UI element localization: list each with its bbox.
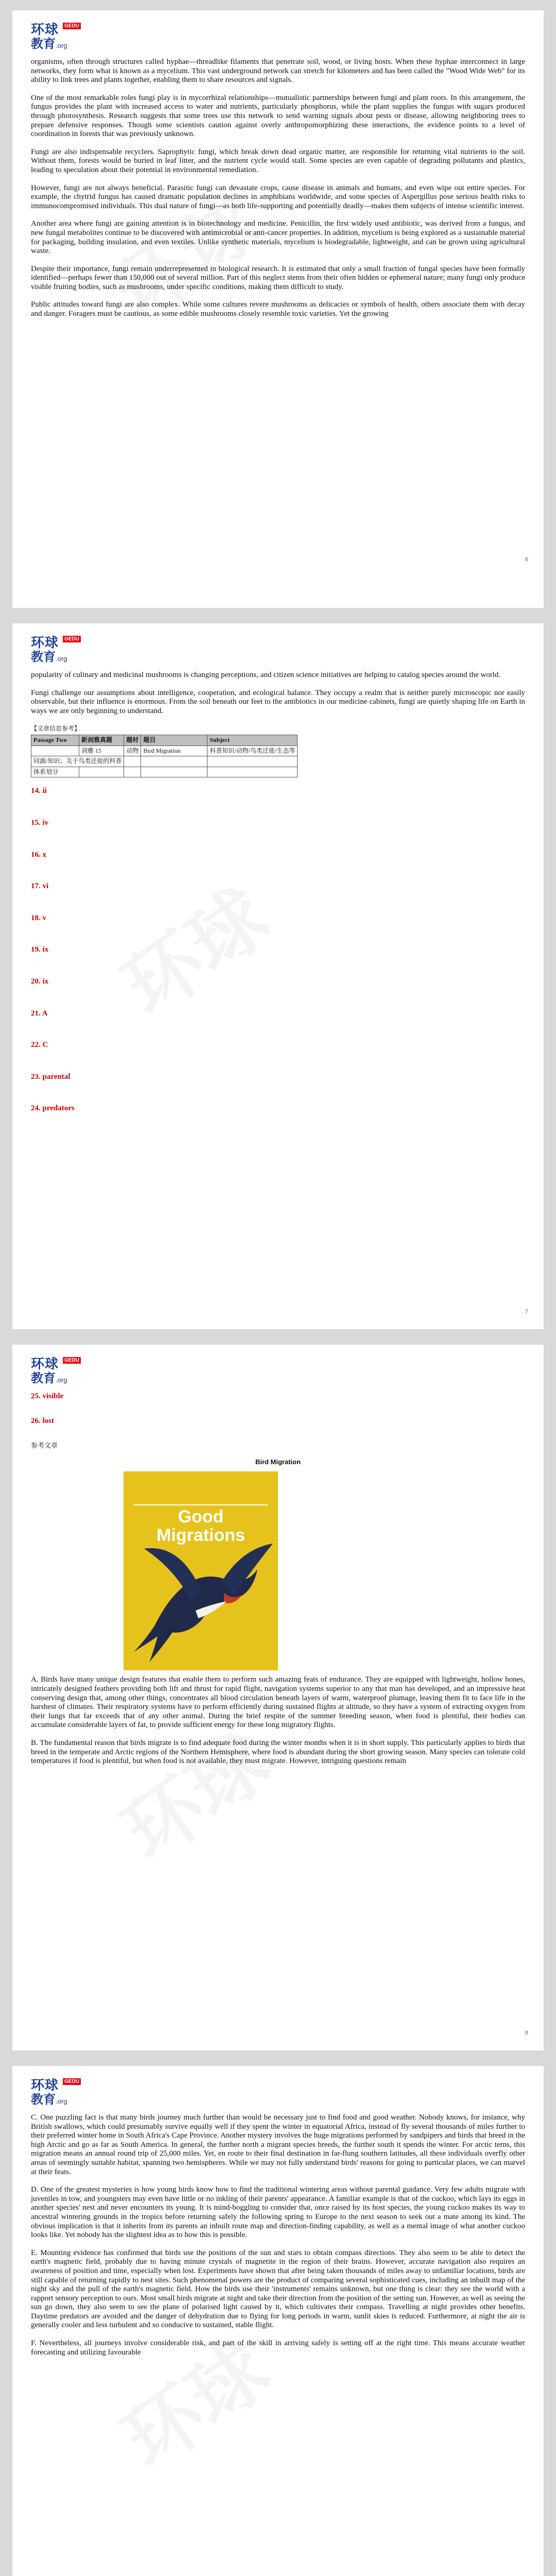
answer-item: 23. parental: [31, 1072, 71, 1081]
paragraph: B. The fundamental reason that birds migrate is to find adequate food during the winter months when it is in short supply. This particularly applies to birds that breed in the temperate and Arctic regions of the Northern Hemisphere, where food is abundant during the short growing season. Many species can tolerate cold temperatures if food is plentiful, but when food is not available, they must migrate. However, intriguing questions remain: [31, 1738, 525, 1766]
swallow-illustration: [124, 1471, 278, 1670]
passage-text: [31, 671, 525, 1136]
paragraph: popularity of culinary and medicinal mushrooms is changing perceptions, and citizen science initiatives are helping to catalog species around the world.: [31, 671, 501, 679]
answer-item: 14. ii: [31, 787, 47, 795]
paragraph: Fungi challenge our assumptions about intelligence, cooperation, and ecological balance. They occupy a realm that is neither purely microscopic nor easily observable, but their influence is enormous. From the soil beneath our feet to the antibiotics in our medicine cabinets, fungi are quietly shaping life on Earth in ways we are only beginning to understand.: [31, 688, 525, 715]
answer-item: 19. ix: [31, 945, 49, 954]
answer-item: 15. iv: [31, 818, 49, 827]
page-number: 8: [525, 2030, 528, 2036]
paragraph: E. Mounting evidence has confirmed that birds use the positions of the sun and stars to obtain compass directions. They also seem to be able to detect the earth's magnetic field, probably due to having minute crystals of magnetite in the region of their brains. However, accurate navigation also requires an awareness of position and time, especially when lost. Experiments have shown that after being taken thousands of miles away to unfamiliar locations, birds are still capable of returning rapidly to nest sites. Such phenomenal powers are the product of comparing several sophisticated cues, including an inbuilt map of the night sky and the pull of the earth's magnetic field. How the birds use their 'instruments' remains unknown, but one thing is clear: they see the world with a rapport sensory perception to ours. Most small birds migrate at night and take their direction from the position of the setting sun. However, as well as seeing the sun go down, they also seem to see the plane of polarised light caused by it, which cultivates their compass. Travelling at night provides other benefits. Daytime predators are avoided and the danger of dehydration due to flying for long periods in warm, sunlit skies is reduced. Furthermore, at night the air is generally cooler and less turbulent and so conducive to sustained, stable flight.: [31, 2248, 526, 2330]
answer-item: 17. vi: [31, 882, 49, 891]
page-2: [12, 623, 544, 1329]
info-table: Passage Two 新剑雅真题 题材 题目 Subject 剑雅 15 动物 Bird Migration 科普知识/动物/鸟类迁徙/生态等 同源/知识；关于鸟类迁徙的科普 体系划分: [31, 735, 298, 777]
bird-migration-cover-image: Good Migrations: [124, 1471, 278, 1670]
answer-item: 26. lost: [31, 1416, 54, 1425]
reference-label: 参考文章: [31, 1442, 58, 1450]
paragraph: Fungi are also indispensable recyclers. Saprophytic fungi, which break down dead organic matter, are responsible for returning vital nutrients to the soil. Without them, forests would be buried in leaf litter, and the nutrient cycle would stall. Some species are even capable of degrading pollutants and plastics, leading to speculation about their potential in environmental remediation.: [31, 147, 525, 174]
paragraph: organisms, often through structures called hyphae—threadlike filaments that penetrate soil, wood, or living hosts. When these hyphae interconnect in large networks, they form what is known as a mycelium. This vast underground network can stretch for kilometers and has been called the "Wood Wide Web" for its ability to link trees and plants together, enabling them to share resources and signals.: [31, 58, 525, 84]
paragraph: Public attitudes toward fungi are also complex. While some cultures revere mushrooms as delicacies or symbols of health, others associate them with decay and danger. Foragers must be cautious, as some edible mushrooms closely resemble toxic varieties. Yet the growing: [31, 300, 525, 318]
answer-item: 16. x: [31, 850, 46, 859]
figure-caption: Bird Migration: [255, 1458, 301, 1466]
answer-item: 22. C: [31, 1041, 48, 1049]
answer-item: 25. visible: [31, 1392, 64, 1400]
paragraph: One of the most remarkable roles fungi play is in mycorrhizal relationships—mutualistic partnerships between fungi and plant roots. In this arrangement, the fungus provides the plant with increased access to water and nutrients, particularly phosphorus, while the plant supplies the fungus with sugars produced through photosynthesis. Research suggests that some trees use this network to send warning signals about pests or disease, allowing neighboring trees to prepare defensive responses. Though some scientists caution against overly anthropomorphizing these interactions, the evidence points to a level of coordination in forests that was previously unknown.: [31, 93, 525, 139]
page-number: 6: [525, 556, 528, 563]
logo: 环球 GEDU 教育.org: [31, 23, 80, 52]
answer-item: 24. predators: [31, 1104, 75, 1113]
paragraph: F. Nevertheless, all journeys involve considerable risk, and part of the skill in arriving safely is setting off at the right time. This means accurate weather forecasting and utilizing favourable: [31, 2339, 525, 2357]
answer-item: 20. ix: [31, 977, 49, 986]
paragraph: Another area where fungi are gaining attention is in biotechnology and medicine. Penicillin, the first widely used antibiotic, was derived from a fungus, and new fungal metabolites continue to be discovered with antimicrobial or anti-cancer properties. In addition, mycelium is being explored as a sustainable material for packaging, building insulation, and even textiles. Unlike synthetic materials, mycelium is biodegradable, lightweight, and can be grown using agricultural waste.: [31, 219, 525, 256]
paragraph: Despite their importance, fungi remain underrepresented in biological research. It is estimated that only a small fraction of fungal species have been formally identified—perhaps fewer than 150,000 out of several million. Part of this neglect stems from their often hidden or ephemeral nature; many fungi only produce visible fruiting bodies, such as mushrooms, under specific conditions, making them difficult to study.: [31, 264, 525, 291]
paragraph: A. Birds have many unique design features that enable them to perform such amazing feats of endurance. They are equipped with lightweight, hollow bones, intricately designed feathers providing both lift and thrust for rapid flight, navigation systems superior to any that man has developed, and an impressive heat conserving design that, among other things, concentrates all blood circulation beneath layers of warm, waterproof plumage, leaving them fit to face life in the harshest of climates. Their respiratory systems have to perform efficiently during sustained flights at altitude, so they have a system of extracting oxygen from their lungs that far exceeds that of any other animal. During the brief respite of the summer breeding season, when food is plentiful, their bodies can accumulate considerable layers of fat, to provide sufficient energy for these long migratory flights.: [31, 1675, 525, 1730]
logo: 环球 GEDU 教育.org: [31, 636, 80, 665]
page-number: 7: [525, 1309, 528, 1315]
passage-text: [31, 58, 525, 319]
logo: 环球 GEDU 教育.org: [31, 2078, 80, 2107]
page-4: [12, 2066, 544, 2576]
ans-label: 【文章信息参考】: [31, 725, 81, 733]
passage-text: [31, 1392, 525, 1766]
paragraph: C. One puzzling fact is that many birds journey much further than would be necessary just to find food and good weather. Nobody knows, for instance, why British swallows, which could presumably survive equally well if they spent the winter in equatorial Africa, instead of fly several thousands of miles further to their preferred winter home in South Africa's Cape Province. Another mystery involves the huge migrations performed by sandpipers and birds that breed in the high Arctic and go as far as South America. In general, the further north a migrant species breeds, the further south it spends the winter. For arctic terns, this migration means an annual round trip of 25,000 miles. Yet, en route to their final destination in far-flung southern latitudes, all these individuals overfly other areas of seemingly suitable habitat, spanning two hemispheres. While we may not fully understand birds' reasons for going to particular places, we can marvel at their feats.: [31, 2113, 525, 2176]
answer-item: 21. A: [31, 1009, 48, 1018]
passage-text: [31, 2113, 525, 2357]
logo: 环球 GEDU 教育.org: [31, 1357, 80, 1386]
answer-item: 18. v: [31, 913, 46, 922]
page-3: [12, 1345, 544, 2050]
page-1: [12, 10, 544, 608]
paragraph: D. One of the greatest mysteries is how young birds know how to find the traditional wintering areas without parental guidance. Very few adults migrate with juveniles in tow, and youngsters may even have little or no inkling of their parents' appearance. A familiar example is that of the cuckoo, which lays its eggs in another species' nest and never encounters its young. It is mind-boggling to consider that, once raised by its host species, the young cuckoo makes its way to ancestral wintering grounds in the tropics before returning safely the following spring to Europe to the next season to seek out a mate among its kind. The obvious implication is that it inherits from its parents an inbuilt route map and direction-finding capability, as well as a mental image of what another cuckoo looks like. Yet nobody has the slightest idea as to how this is possible.: [31, 2185, 525, 2240]
paragraph: However, fungi are not always beneficial. Parasitic fungi can devastate crops, cause disease in animals and humans, and even wipe out entire species. For example, the chytrid fungus has caused dramatic population declines in amphibians worldwide, and some species of Aspergillus pose serious health risks to immunocompromised individuals. This dual nature of fungi—as both life-supporting and potentially deadly—makes them subjects of intense scientific interest.: [31, 183, 525, 210]
